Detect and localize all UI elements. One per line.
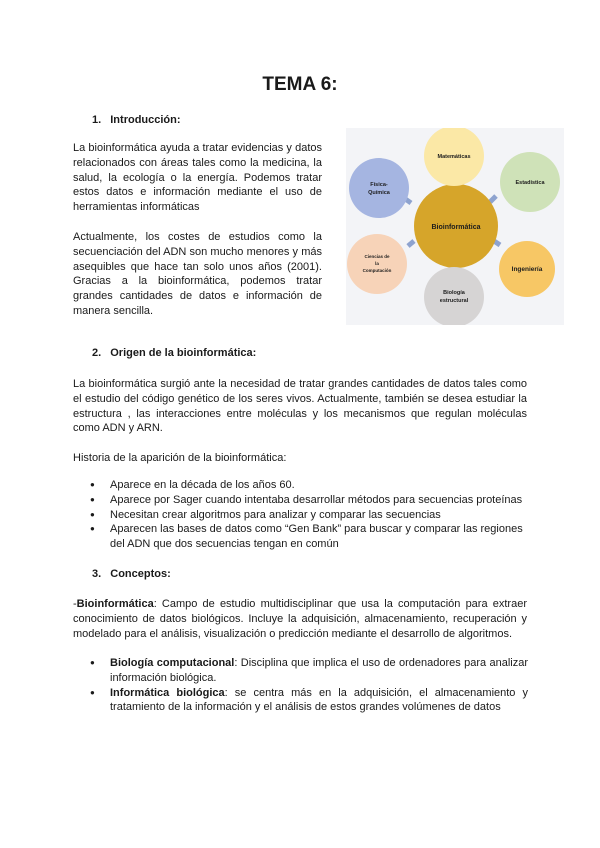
node-biologia [424, 267, 484, 325]
definition-term: Bioinformática [76, 598, 154, 610]
concept-text: : se centra más en la adquisición, el almacenamiento y tratamiento de la información y el análisis de estos grandes volúmenes de datos [110, 686, 528, 714]
node-estadistica-label: Estadística [515, 180, 545, 186]
arrow-ciencias [408, 241, 414, 246]
section-3-title: Conceptos: [110, 568, 171, 580]
diagram-svg [346, 128, 564, 325]
bioinformatica-definition [73, 597, 527, 641]
definition-text: : Campo de estudio multidisciplinar que usa la computación para extraer conocimiento de datos biológicos. Incluye la adquisición, almacenamiento, recuperación y modelado para el análisis, visualización o predicción mediante el desarrollo de algoritmos. [73, 598, 527, 640]
section-3-number: 3. [92, 568, 102, 580]
section-2-heading [92, 347, 256, 359]
intro-paragraph-1: La bioinformática ayuda a tratar evidencias y datos relacionados con áreas tales como la medicina, la salud, la ecología o la energía. Podemos tratar estos datos e información mediante el uso de herramientas informáticas [73, 142, 322, 214]
list-item: ● Necesitan crear algoritmos para analizar y comparar las secuencias [88, 508, 528, 523]
page-title: TEMA 6: [262, 74, 338, 95]
node-ingenieria-label: Ingeniería [511, 266, 543, 273]
section-1-title: Introducción: [110, 114, 181, 126]
section-2-number: 2. [92, 347, 102, 359]
node-biologia-label-1: Biología [443, 290, 465, 296]
list-item [88, 686, 528, 716]
node-biologia-label-2: estructural [439, 298, 469, 304]
section-1-number: 1. [92, 114, 102, 126]
list-item: ● Aparece por Sager cuando intentaba desarrollar métodos para secuencias proteínas [88, 493, 528, 508]
section-2-title: Origen de la bioinformática: [110, 347, 257, 359]
node-fisica [349, 158, 409, 218]
conceptos-list [88, 656, 528, 715]
definition-prefix: - [73, 598, 77, 610]
node-ciencias-label-1: Ciencias de [364, 254, 390, 259]
node-ciencias-label-3: Computación [362, 268, 392, 273]
historia-list [88, 478, 528, 552]
section-1-heading [92, 114, 181, 126]
origen-paragraph: La bioinformática surgió ante la necesidad de tratar grandes cantidades de datos tales como el estudio del código genético de los seres vivos. Actualmente, también se desea estudiar la estructura , las interacciones entre moléculas y los mecanismos que regulan moléculas como ADN y ARN. [73, 378, 527, 435]
list-item: ● Aparece en la década de los años 60. [88, 478, 528, 493]
arrow-estadistica [490, 196, 496, 202]
node-ciencias-label-2: la [375, 261, 379, 266]
concept-term: Biología computacional [110, 657, 235, 669]
intro-paragraph-2: Actualmente, los costes de estudios como la secuenciación del ADN son mucho menores y más asequibles que hace tan solo unos años (2001). Gracias a la bioinformática, podemos tratar grandes cantidades de datos e información de manera sencilla. [73, 231, 322, 317]
node-fisica-label-1: Física- [370, 182, 388, 188]
section-3-heading [92, 568, 171, 580]
concept-term: Informática biológica [110, 686, 225, 699]
list-item [88, 656, 528, 686]
node-fisica-label-2: Química [368, 190, 390, 196]
center-node-label: Bioinformática [431, 224, 481, 231]
concept-text: : Disciplina que implica el uso de ordenadores para analizar información biológica. [110, 657, 528, 684]
list-item: ● Aparecen las bases de datos como “Gen Bank” para buscar y comparar las regiones del ADN que dos secuencias tengan en común [88, 522, 528, 552]
bioinformatics-diagram [346, 128, 564, 325]
historia-label: Historia de la aparición de la bioinformática: [73, 452, 287, 464]
node-matematicas-label: Matemáticas [437, 154, 471, 160]
